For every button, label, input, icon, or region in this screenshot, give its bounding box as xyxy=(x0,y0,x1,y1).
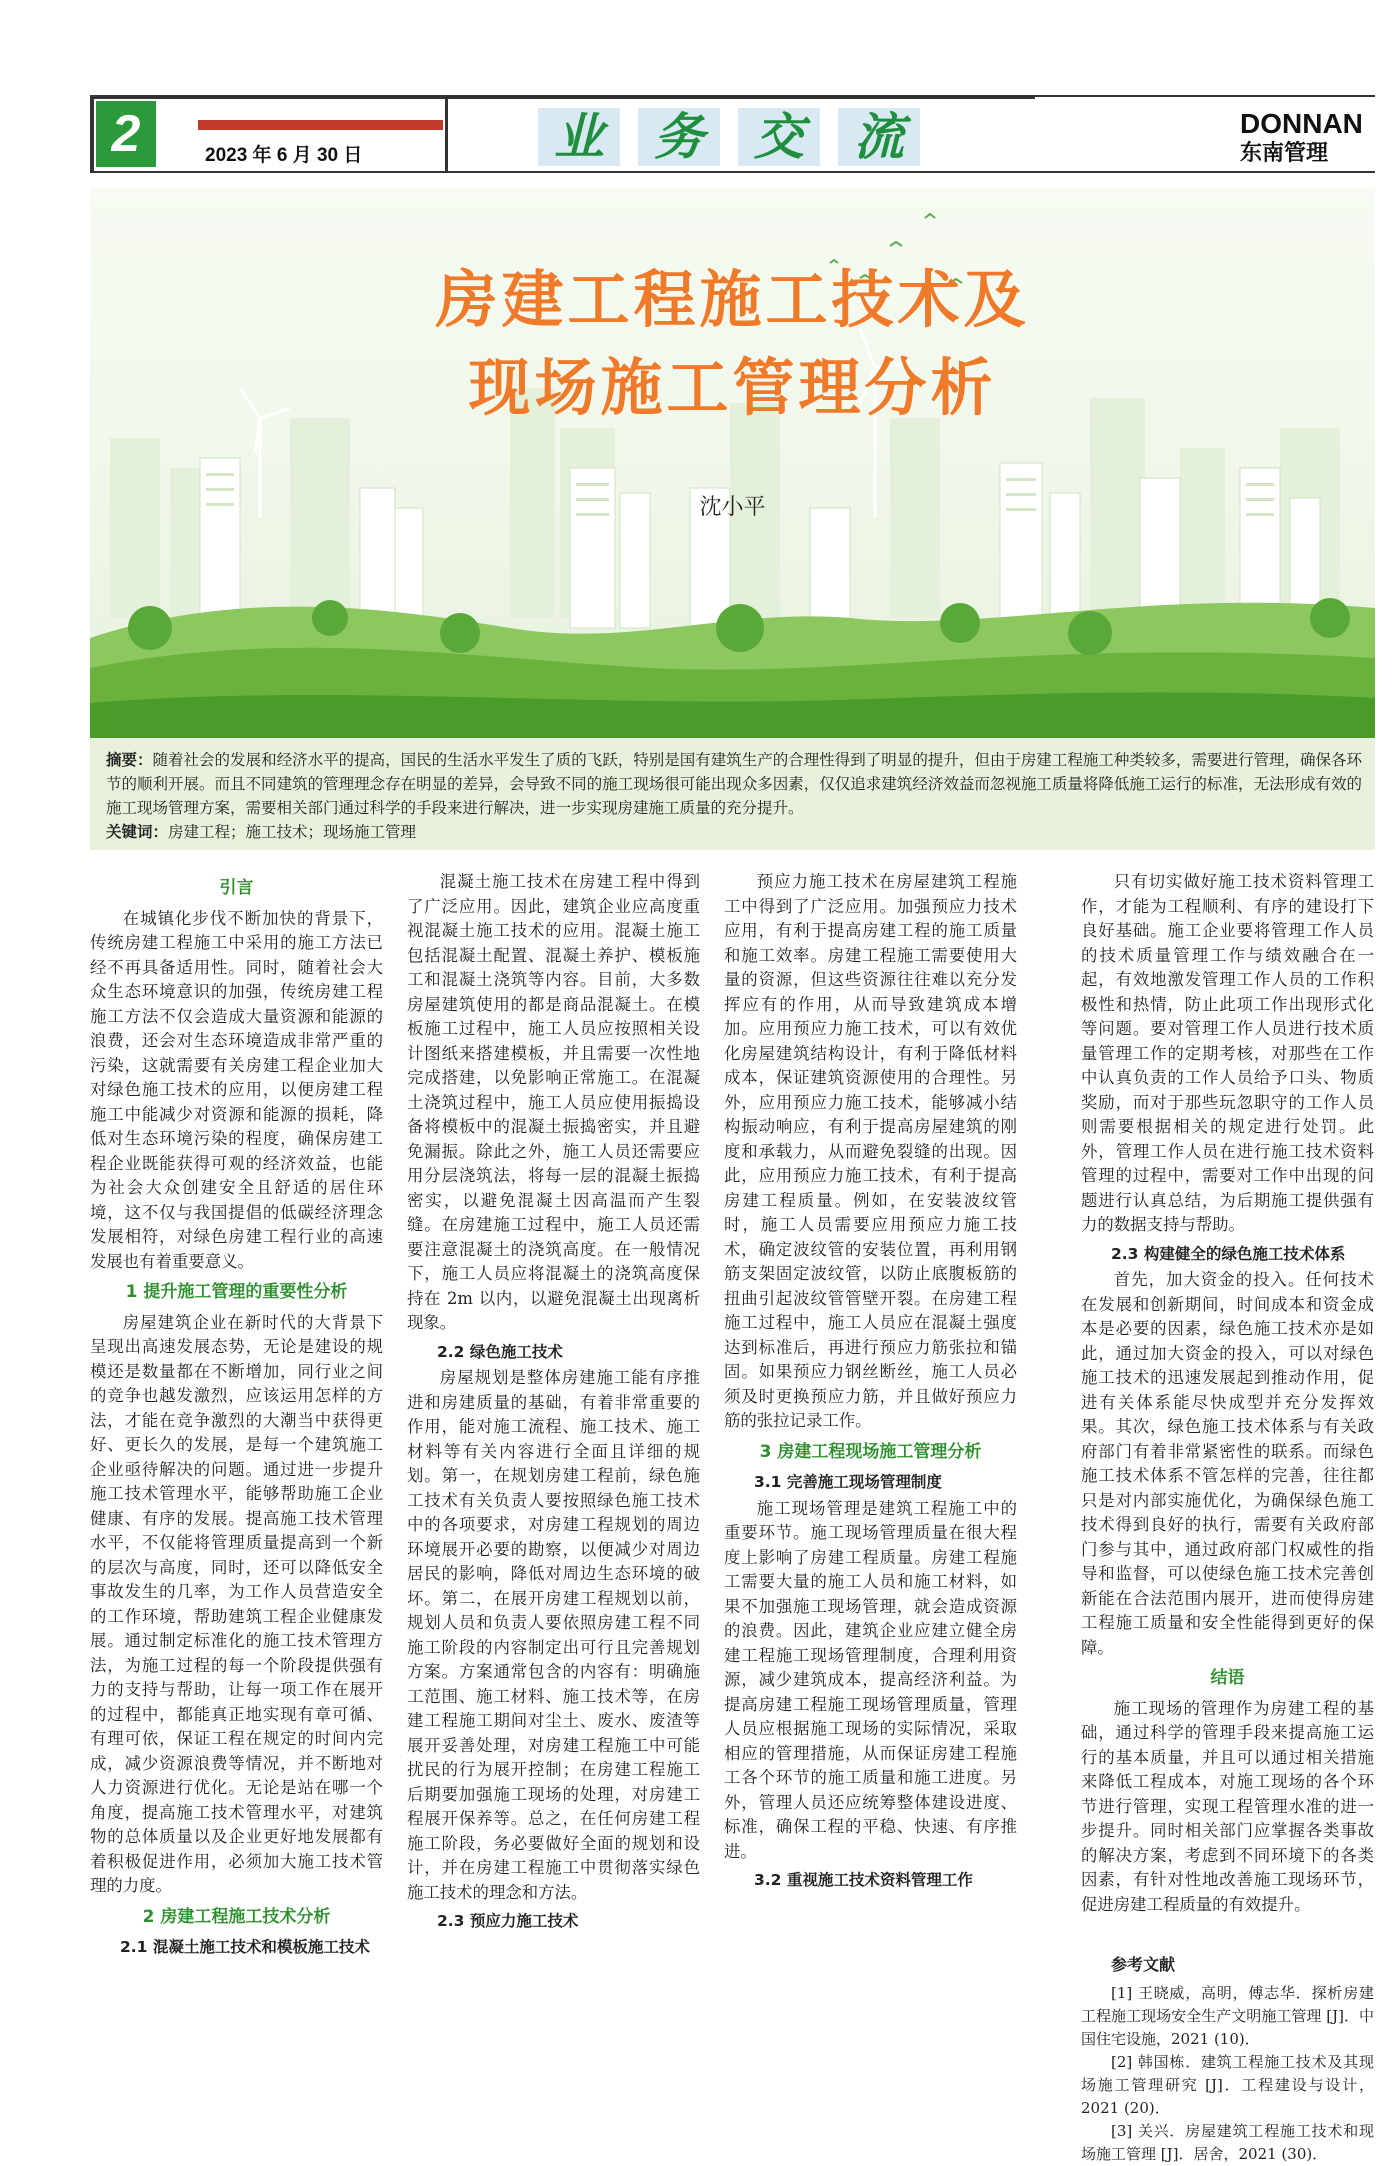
section-title xyxy=(538,108,920,166)
paragraph: 混凝土施工技术在房建工程中得到了广泛应用。因此，建筑企业应高度重视混凝土施工技术的应用。混凝土施工包括混凝土配置、混凝土养护、模板施工和混凝土浇筑等内容。目前，大多数房屋建筑使用的都是商品混凝土。在模板施工过程中，施工人员应按照相关设计图纸来搭建模板，并且需要一次性地完成搭建，以免影响正常施工。在混凝土浇筑过程中，施工人员应使用振捣设备将模板中的混凝土振捣密实，并且避免漏振。除此之外，施工人员还需要应用分层浇筑法，将每一层的混凝土振捣密实，以避免混凝土因高温而产生裂缝。在房建施工过程中，施工人员还需要注意混凝土的浇筑高度。在一般情况下，施工人员应将混凝土的浇筑高度保持在 2m 以内，以避免混凝土出现离析现象。 xyxy=(407,872,700,1332)
publication-logo xyxy=(1240,108,1363,167)
section-heading: 2 房建工程施工技术分析 xyxy=(142,1906,331,1927)
paragraph: 施工现场管理是建筑工程施工中的重要环节。施工现场管理质量在很大程度上影响了房建工程质量。房建工程施工需要大量的施工人员和施工材料，如果不加强施工现场管理，就会造成资源的浪费。因此，建筑企业应建立健全房建工程施工现场管理制度，合理利用资源，减少建筑成本，提高经济利益。为提高房建工程施工现场管理质量，管理人员应根据施工现场的实际情况，采取相应的管理措施，从而保证房建工程施工各个环节的施工质量和施工进度。另外，管理人员还应统筹整体建设进度、标准，确保工程的平稳、快速、有序推进。 xyxy=(724,1498,1017,1861)
section-char: 流 xyxy=(838,108,920,166)
section-char: 业 xyxy=(538,108,620,166)
section-heading: 1 提升施工管理的重要性分析 xyxy=(125,1282,348,1302)
subsection-heading: 3.1 完善施工现场管理制度 xyxy=(754,1473,942,1491)
article-title-line-1: 房建工程施工技术及 xyxy=(435,263,1030,336)
header-rule xyxy=(90,95,1035,99)
reference-item: [2] 韩国栋．建筑工程施工技术及其现场施工管理研究 [J]．工程建设与设计，2021 (20)． xyxy=(1081,2052,1374,2117)
reference-item: [3] 关兴．房屋建筑工程施工技术和现场施工管理 [J]．居舍，2021 (30)． xyxy=(1081,2121,1374,2163)
subsection-heading: 2.2 绿色施工技术 xyxy=(437,1342,563,1361)
logo-chinese: 东南管理 xyxy=(1240,141,1329,166)
reference-item: [1] 王晓威，高明，傅志华．探析房建工程施工现场安全生产文明施工管理 [J]．中国住宅设施，2021 (10)． xyxy=(1081,1983,1374,2048)
subsection-heading: 2.3 构建健全的绿色施工技术体系 xyxy=(1111,1244,1346,1263)
subsection-heading: 2.3 预应力施工技术 xyxy=(437,1912,579,1930)
page-number: 2 xyxy=(96,101,156,167)
section-heading: 结语 xyxy=(1210,1668,1245,1688)
section-char: 务 xyxy=(638,108,720,166)
article-author: 沈小平 xyxy=(699,495,766,520)
body-column-3 xyxy=(724,870,1017,1895)
date-accent-bar xyxy=(198,120,443,130)
header-frame-left xyxy=(90,95,94,173)
paragraph: 首先，加大资金的投入。任何技术在发展和创新期间，时间成本和资金成本是必要的因素，绿色施工技术亦是如此，通过加大资金的投入，可以对绿色施工技术的迅速发展起到推动作用，促进有关体系能尽快成型并充分发挥效果。其次，绿色施工技术体系与有关政府部门有着非常紧密性的联系。而绿色施工技术体系不管怎样的完善，往往都只是对内部实施优化，为确保绿色施工技术得到良好的执行，需要有关政府部门参与其中，通过政府部门权威性的指导和监督，可以使绿色施工技术完善创新能在合法范围内展开，进而使得房建工程施工质量和安全性能得到更好的保障。 xyxy=(1081,1270,1374,1657)
body-column-2 xyxy=(407,870,700,1936)
body-column-4 xyxy=(1081,870,1374,2166)
keywords-text: 房建工程；施工技术；现场施工管理 xyxy=(168,823,417,841)
header-frame-right xyxy=(445,95,448,173)
abstract-label: 摘要： xyxy=(106,751,153,769)
section-char: 交 xyxy=(738,108,820,166)
header-rule-bottom xyxy=(90,171,1375,173)
paragraph: 施工现场的管理作为房建工程的基础，通过科学的管理手段来提高施工运行的基本质量，并且可以通过相关措施来降低工程成本，对施工现场的各个环节进行管理，实现工程管理水准的进一步提升。同时相关部门应掌握各类事故的解决方案，考虑到不同环境下的各类因素，有针对性地改善施工现场环节，促进房建工程质量的有效提升。 xyxy=(1081,1698,1374,1914)
paragraph: 预应力施工技术在房屋建筑工程施工中得到了广泛应用。加强预应力技术应用，有利于提高房建工程的施工质量和施工效率。房建工程施工需要使用大量的资源，但这些资源往往难以充分发挥应有的作用，从而导致建筑成本增加。应用预应力施工技术，可以有效优化房屋建筑结构设计，有利于降低材料成本，保证建筑资源使用的合理性。另外，应用预应力施工技术，能够减小结构振动响应，有利于提高房屋建筑的刚度和承载力，从而避免裂缝的出现。因此，应用预应力施工技术，有利于提高房建工程质量。例如，在安装波纹管时，施工人员需要应用预应力施工技术，确定波纹管的安装位置，再利用钢筋支架固定波纹管，以防止底腹板筋的扭曲引起波纹管管壁开裂。在房建工程施工过程中，施工人员应在混凝土强度达到标准后，再进行预应力筋张拉和锚固。如果预应力钢丝断丝，施工人员必须及时更换预应力筋，并且做好预应力筋的张拉记录工作。 xyxy=(724,872,1017,1430)
subsection-heading: 3.2 重视施工技术资料管理工作 xyxy=(754,1871,973,1889)
article-title-line-2: 现场施工管理分析 xyxy=(468,351,997,424)
paragraph: 房屋建筑企业在新时代的大背景下呈现出高速发展态势，无论是建设的规模还是数量都在不断增加，同行业之间的竞争也越发激烈，应该运用怎样的方法，才能在竞争激烈的大潮当中获得更好、更长久的发展，是每一个建筑施工企业亟待解决的问题。通过进一步提升施工技术管理水平，能够帮助施工企业健康、有序的发展。提高施工技术管理水平，不仅能将管理质量提高到一个新的层次与高度，同时，还可以降低安全事故发生的几率，为工作人员营造安全的工作环境，帮助建筑工程企业健康发展。通过制定标准化的施工技术管理方法，为施工过程的每一个阶段提供强有力的支持与帮助，让每一项工作在展开的过程中，都能真正地实现有章可循、有理可依，保证工程在规定的时间内完成，减少资源浪费等情况，并不断地对人力资源进行优化。无论是站在哪一个角度，提高施工技术管理水平，对建筑物的总体质量以及企业更好地发展都有着积极促进作用，必须加大施工技术管理的力度。 xyxy=(90,1312,383,1895)
logo-english: DONNAN xyxy=(1240,108,1363,139)
abstract-text: 随着社会的发展和经济水平的提高，国民的生活水平发生了质的飞跃，特别是国有建筑生产的合理性得到了明显的提升，但由于房建工程施工种类较多，需要进行管理，确保各环节的顺利开展。而且不同建筑的管理理念存在明显的差异，会导致不同的施工现场很可能出现众多因素，仅仅追求建筑经济效益而忽视施工质量将降低施工运行的标准，无法形成有效的施工现场管理方案，需要相关部门通过科学的手段来进行解决，进一步实现房建施工质量的充分提升。 xyxy=(106,751,1362,817)
subsection-heading: 2.1 混凝土施工技术和模板施工技术 xyxy=(120,1938,370,1956)
issue-date: 2023 年 6 月 30 日 xyxy=(205,145,363,166)
section-heading: 引言 xyxy=(219,878,254,898)
paragraph: 房屋规划是整体房建施工能有序推进和房建质量的基础，有着非常重要的作用，能对施工流程、施工技术、施工材料等有关内容进行全面且详细的规划。第一，在规划房建工程前，绿色施工技术有关负责人要按照绿色施工技术中的各项要求，对房建工程规划的周边环境展开必要的勘察，以便减少对周边居民的影响，降低对周边生态环境的破坏。第二，在展开房建工程规划以前，规划人员和负责人要依照房建工程不同施工阶段的内容制定出可行且完善规划方案。方案通常包含的内容有：明确施工范围、施工材料、施工技术等，在房建工程施工期间对尘土、废水、废渣等展开妥善处理，对房建工程施工中可能扰民的行为展开控制；在房建工程施工后期要加强施工现场的处理，对房建工程展开保养等。总之，在任何房建工程施工阶段，务必要做好全面的规划和设计，并在房建工程施工中贯彻落实绿色施工技术的理念和方法。 xyxy=(407,1368,700,1902)
abstract xyxy=(106,748,1362,844)
paragraph: 在城镇化步伐不断加快的背景下，传统房建工程施工中采用的施工方法已经不再具备适用性。同时，随着社会大众生态环境意识的加强，传统房建工程施工方法不仅会造成大量资源和能源的浪费，还会对生态环境造成非常严重的污染，这就需要有关房建工程企业加大对绿色施工技术的应用，以便房建工程施工中能减少对资源和能源的损耗，降低对生态环境污染的程度，确保房建工程企业既能获得可观的经济效益，也能为社会大众创建安全且舒适的居住环境，这不仅与我国提倡的低碳经济理念发展相符，对绿色房建工程行业的高速发展也有着重要意义。 xyxy=(90,908,383,1271)
article-title xyxy=(90,256,1375,432)
body-column-1 xyxy=(90,870,383,1962)
hero-banner xyxy=(90,188,1375,738)
header-rule-right xyxy=(1035,95,1375,97)
paragraph: 只有切实做好施工技术资料管理工作，才能为工程顺利、有序的建设打下良好基础。施工企业要将管理工作人员的技术质量管理工作与绩效融合在一起，有效地激发管理工作人员的工作积极性和热情，防止此项工作出现形式化等问题。要对管理工作人员进行技术质量管理工作的定期考核，对那些在工作中认真负责的工作人员给予口头、物质奖励，而对于那些玩忽职守的工作人员则需要根据相关的规定进行处罚。此外，管理工作人员在进行施工技术资料管理的过程中，需要对工作中出现的问题进行认真总结，为后期施工提供强有力的数据支持与帮助。 xyxy=(1081,872,1374,1234)
section-heading: 3 房建工程现场施工管理分析 xyxy=(759,1441,982,1462)
keywords-label: 关键词： xyxy=(106,823,169,841)
references-heading: 参考文献 xyxy=(1111,1955,1176,1974)
